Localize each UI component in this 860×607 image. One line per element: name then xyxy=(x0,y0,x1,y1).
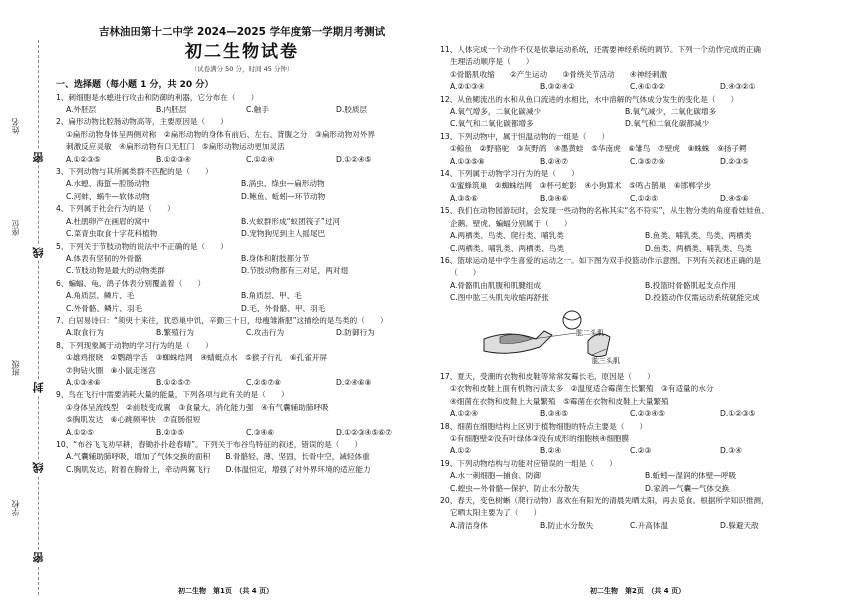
question-item xyxy=(56,241,428,278)
question-stem: 6、蝙蝠、龟、鸽子体表分别覆盖着（ ） xyxy=(56,278,206,288)
section-heading: 一、选择题（每小题 1 分，共 20 分） xyxy=(56,80,214,91)
question-line: ⑦狗钻火圈 ⑧小鼠走迷宫 xyxy=(66,365,156,375)
question-item xyxy=(56,315,428,340)
question-item xyxy=(56,439,428,476)
binding-mark: 线 xyxy=(32,247,45,258)
option-A: A.体表有坚韧的外骨骼 xyxy=(66,253,142,263)
question-line: ①扁形动物身体呈两侧对称 ②扁形动物的身体有前后、左右、背腹之分 ③扁形动物对外界 xyxy=(66,129,375,139)
question-item xyxy=(56,166,428,203)
option-B: B.③④⑤ xyxy=(540,409,569,419)
option-B: B.①②③④ xyxy=(156,154,191,164)
footer-page-1: 初二生物 第1页 （共 4 页） xyxy=(178,587,274,595)
binding-school-label: 学校 xyxy=(11,500,20,516)
right-column xyxy=(440,0,852,532)
option-B: B.角质层、甲、毛 xyxy=(241,291,302,301)
question-stem: 2、扁形动物比腔肠动物高等，主要原因是（ ） xyxy=(56,117,228,127)
binding-class-label: 班级 xyxy=(11,360,20,376)
option-A: A.清洁身体 xyxy=(450,520,488,530)
option-C: C.②③ xyxy=(630,446,652,456)
question-item xyxy=(440,205,852,255)
option-B: B.火蚁群形成“蚁团筏子”过河 xyxy=(241,216,341,226)
option-D: D.家鸽—气囊—气体交换 xyxy=(645,483,730,493)
option-C: C.图中肱三头肌先收缩再舒张 xyxy=(450,293,549,303)
question-stem: 4、下列属于社会行为的是（ ） xyxy=(56,204,175,214)
question-line: ⑤胸肌发达 ⑥心跳频率快 ⑦直肠很短 xyxy=(66,415,201,425)
question-stem: 5、下列关于节肢动物的说法中不正确的是（ ） xyxy=(56,241,228,251)
option-B: B.③②④① xyxy=(540,82,575,92)
question-item xyxy=(440,495,852,532)
binding-name-label: 姓名 xyxy=(11,118,20,134)
option-C: C.外骨骼、鳞片、羽毛 xyxy=(66,303,143,313)
question-options xyxy=(440,445,852,457)
option-C: C.河蚌、蜗牛—软体动物 xyxy=(66,191,150,201)
question-options xyxy=(440,81,852,93)
option-C: C.③⑤⑦⑨ xyxy=(630,156,665,166)
option-A: A.外胚层 xyxy=(66,105,97,115)
option-A: A.①③⑤⑧ xyxy=(450,156,485,166)
question-options xyxy=(440,230,852,255)
question-list-right xyxy=(440,44,852,532)
question-stem: 18、细菌在细胞结构上区别于植物细胞的特点主要是（ ） xyxy=(440,421,648,431)
option-B: B.繁殖行为 xyxy=(156,328,194,338)
option-D: D.投篮动作仅需运动系统就能完成 xyxy=(645,293,760,303)
question-stem: 15、我们在动物园游玩时，会发现一些动物的名称其实“名不符实”，从生物分类的角度看娃娃鱼、 xyxy=(440,206,769,216)
question-options xyxy=(440,193,852,205)
option-C: C.触手 xyxy=(246,105,269,115)
option-D: D.④⑤⑥ xyxy=(720,193,749,203)
question-item xyxy=(440,168,852,205)
option-A: A.①③④⑥ xyxy=(66,377,101,387)
option-D: D.③④ xyxy=(720,446,742,456)
question-line: 刺激反应灵敏 ④扁形动物有口无肛门 ⑤扁形动物运动更加灵活 xyxy=(66,142,285,152)
question-line: 它晒太阳主要为了（ ） xyxy=(450,508,542,518)
option-B: B.③④⑥ xyxy=(540,193,569,203)
binding-dashed-line xyxy=(38,40,39,595)
option-A: A.角质层、鳞片、毛 xyxy=(66,291,135,301)
question-options xyxy=(440,520,852,532)
option-D: D.②③⑤ xyxy=(720,156,749,166)
option-A: A.氧气增多，二氧化碳减少 xyxy=(450,107,542,117)
label-biceps: 肱二头肌 xyxy=(576,328,604,337)
left-column xyxy=(56,0,428,476)
binding-mark: 线 xyxy=(32,462,45,473)
question-item xyxy=(56,389,428,439)
footer-page-2: 初二生物 第2页 （共 4 页） xyxy=(590,587,686,595)
question-options xyxy=(56,290,428,315)
exam-title: 吉林油田第十二中学 2024—2025 学年度第一学期月考测试 xyxy=(98,26,386,38)
question-item xyxy=(440,44,852,94)
option-A: A.①②③⑤ xyxy=(66,154,101,164)
question-options xyxy=(56,178,428,203)
question-options xyxy=(56,427,428,439)
question-line: 生理活动顺序是（ ） xyxy=(450,57,534,67)
question-line: A.气囊辅助肺呼吸，增加了气体交换的面积 B.骨骼轻、薄、坚固，长骨中空，减轻体重 xyxy=(66,452,370,462)
question-stem: 14、下列属于动物学习行为的是（ ） xyxy=(440,169,579,179)
option-D: D.④③②① xyxy=(720,82,756,92)
option-A: A.水一刺细胞—捕食、防御 xyxy=(450,471,542,481)
option-D: D.①②④⑤ xyxy=(336,154,372,164)
question-line: ①鲸鱼 ②野骆驼 ③灰野鸽 ④墨黄蛙 ⑤华南虎 ⑥雏鸟 ⑦壁虎 ⑧蛛蛛 ⑨扬子鳄 xyxy=(450,144,747,154)
option-B: B.投篮时骨骼肌起支点作用 xyxy=(645,280,737,290)
option-A: A.两栖类、鸟类、爬行类、哺乳类 xyxy=(450,231,564,241)
option-B: B.内胚层 xyxy=(156,105,187,115)
option-A: A.①②⑤ xyxy=(66,427,94,437)
binding-mark: 密 xyxy=(32,552,45,563)
question-item xyxy=(56,116,428,166)
option-C: C.蝗虫—外骨骼—保护、防止水分散失 xyxy=(450,483,580,493)
question-stem: 16、篮球运动是中学生喜爱的运动之一。如下图为双手投篮动作示意图。下列有关叙述正确的是 xyxy=(440,255,762,265)
option-D: D.节肢动物都有三对足，两对翅 xyxy=(241,266,348,276)
option-C: C.攻击行为 xyxy=(246,328,285,338)
option-D: D.毛、外骨骼、甲、羽毛 xyxy=(241,303,326,313)
question-options xyxy=(440,408,852,420)
option-C: C.①②⑤ xyxy=(630,193,659,203)
question-stem: 7、白居易诗曰：“须臾十来往，犹恐巢中饥，辛勤三十日，母瘦雏渐肥”这描绘的是鸟类的（ ） xyxy=(56,315,388,325)
question-item xyxy=(440,255,852,305)
question-list-left xyxy=(56,92,428,477)
option-D: D.鲍鱼、蚯蚓—环节动物 xyxy=(241,191,326,201)
question-item xyxy=(440,94,852,131)
question-item xyxy=(56,340,428,390)
option-A: A.①②④ xyxy=(450,409,478,419)
question-options xyxy=(56,104,428,116)
binding-mark: 封 xyxy=(32,382,45,393)
option-B: B.②③⑤ xyxy=(156,427,185,437)
option-D: D.氧气和二氧化碳都减少 xyxy=(625,119,710,129)
option-C: C.节肢动物是最大的动物类群 xyxy=(66,266,165,276)
option-D: D.②④⑥⑧ xyxy=(336,377,372,387)
option-B: B.防止水分散失 xyxy=(540,520,594,530)
question-line: ①雄鸡报晓 ②鹦鹉学舌 ③蜘蛛结网 ④蜻蜓点水 ⑤猴子行礼 ⑥孔雀开屏 xyxy=(66,353,328,363)
option-C: C.氧气和二氧化碳都增多 xyxy=(450,119,534,129)
question-options xyxy=(56,327,428,339)
question-stem: 20、春天，变色树蜥（爬行动物）喜欢在有阳光的清晨先晒太阳，再去觅食。根据所学知识推测， xyxy=(440,496,769,505)
question-options xyxy=(56,154,428,166)
question-stem: 9、鸟在飞行中需要消耗大量的能量，下列各项与此有关的是（ ） xyxy=(56,390,289,400)
option-D: D.躲避天敌 xyxy=(720,520,759,530)
option-D: D.①②③④⑤⑥⑦ xyxy=(336,427,392,437)
question-options xyxy=(56,377,428,389)
question-line: ①有细胞壁②没有叶绿体③没有成形的细胞核④细胞膜 xyxy=(450,433,630,443)
option-C: C.③④⑥ xyxy=(246,427,275,437)
option-B: B.身体和附肢都分节 xyxy=(241,253,310,263)
question-item xyxy=(440,371,852,421)
option-A: A.①② xyxy=(450,446,472,456)
option-A: A.取食行为 xyxy=(66,328,104,338)
option-C: C.①②④ xyxy=(246,154,275,164)
option-D: D.①②③⑤ xyxy=(720,409,756,419)
question-options xyxy=(440,106,852,131)
label-triceps: 肱三头肌 xyxy=(592,356,620,365)
question-line: ①骨骼肌收缩 ②产生运动 ③骨绕关节活动 ④神经刺激 xyxy=(450,69,668,79)
option-B: B.蚯蚓—湿润的体壁—呼吸 xyxy=(645,471,737,481)
question-options xyxy=(440,280,852,305)
question-stem: 12、从鱼鳃流出的水和从鱼口流进的水相比，水中溶解的气体成分发生的变化是（ ） xyxy=(440,94,739,104)
option-B: B.涡虫、绦虫—扁形动物 xyxy=(241,179,325,189)
option-A: A.②①③④ xyxy=(450,82,485,92)
question-item xyxy=(56,203,428,240)
option-D: D.鱼类、两栖类、哺乳类、鸟类 xyxy=(645,243,752,253)
option-B: B.②④ xyxy=(540,446,562,456)
question-options xyxy=(440,156,852,168)
option-A: A.杜鹃卵产在画眉的窝中 xyxy=(66,216,150,226)
question-options xyxy=(56,253,428,278)
paper-note: （试卷满分 50 分，时间 45 分钟） xyxy=(190,64,294,73)
binding-mark: 密 xyxy=(32,152,45,163)
option-A: A.③⑤⑥ xyxy=(450,193,478,203)
question-item xyxy=(440,458,852,495)
question-line: 企鹅、壁虎、蝙蝠分别属于（ ） xyxy=(450,218,572,228)
question-stem: 8、下列现象属于动物的学习行为的是（ ） xyxy=(56,340,213,350)
question-stem: 19、下列动物结构与功能对应错误的一组是（ ） xyxy=(440,458,617,468)
option-C: C.升高体温 xyxy=(630,520,669,530)
question-item xyxy=(56,92,428,117)
question-line: ①衣物和皮鞋上面有机物污渍太多 ②温度适合霉菌生长繁殖 ③有适量的水分 xyxy=(450,384,714,394)
question-stem: 13、下列动物中，属于恒温动物的一组是（ ） xyxy=(440,131,610,141)
question-options xyxy=(56,216,428,241)
option-C: C.④①③② xyxy=(630,82,665,92)
option-D: D.防御行为 xyxy=(336,328,375,338)
binding-margin xyxy=(8,40,44,595)
option-C: C.②③④⑤ xyxy=(630,409,665,419)
question-stem: 10、“布谷飞飞劝早耕，舂锄扑扑趁春晴”。下列关于布谷鸟特征的叙述，错误的是（ ） xyxy=(56,440,363,449)
question-item xyxy=(440,131,852,168)
option-B: B.②④⑦ xyxy=(540,156,569,166)
question-item xyxy=(440,309,852,369)
option-C: C.菜青虫取食十字花科植物 xyxy=(66,229,158,239)
question-line: ④细菌在衣物和皮鞋上大量繁殖 ⑤霉菌在衣物和皮鞋上大量繁殖 xyxy=(450,396,669,406)
question-stem: 11、人体完成一个动作不仅是依靠运动系统，还需要神经系统的调节。下列一个动作完成的正确 xyxy=(440,45,762,54)
question-line: （ ） xyxy=(450,268,481,278)
option-B: B.氧气减少，二氧化碳增多 xyxy=(625,107,717,117)
option-C: C.②⑤⑦⑧ xyxy=(246,377,281,387)
binding-seat-label: 座位 xyxy=(11,220,20,236)
option-D: D.宠物狗见到主人摇尾巴 xyxy=(241,229,326,239)
option-C: C.两栖类、哺乳类、两栖类、鸟类 xyxy=(450,243,565,253)
paper-title: 初二生物试卷 xyxy=(185,42,299,63)
arm-muscle-diagram xyxy=(480,309,640,365)
question-stem: 3、下列动物与其所属类群不匹配的是（ ） xyxy=(56,167,213,177)
question-line: ①身体呈流线型 ②前肢变成翼 ③食量大，消化能力强 ④有气囊辅助肺呼吸 xyxy=(66,402,329,412)
question-item xyxy=(56,278,428,315)
option-D: D.胶质层 xyxy=(336,105,368,115)
option-B: B.鱼类、哺乳类、鸟类、两栖类 xyxy=(645,231,752,241)
option-A: A.水螅、海蜇—腔肠动物 xyxy=(66,179,150,189)
question-line: C.胸肌发达，附着在胸骨上，牵动两翼飞行 D.体温恒定，增强了对外界环境的适应能力 xyxy=(66,464,371,474)
question-stem: 17、夏天，受潮的衣物和皮鞋等常常发霉长毛，原因是（ ） xyxy=(440,371,655,381)
option-B: B.①②⑤⑦ xyxy=(156,377,191,387)
question-item xyxy=(440,421,852,458)
option-A: A.骨骼肌由肌腹和肌腱组成 xyxy=(450,280,542,290)
question-stem: 1、刺细胞是水螅进行攻击和防御的利器，它分布在（ ） xyxy=(56,92,259,102)
basketball-arm-figure xyxy=(480,309,852,369)
question-line: ①蜜蜂筑巢 ②蜘蛛结网 ③杯弓蛇影 ④小狗算术 ⑤鸣占鹊巢 ⑥邯郸学步 xyxy=(450,181,712,191)
question-options xyxy=(440,470,852,495)
